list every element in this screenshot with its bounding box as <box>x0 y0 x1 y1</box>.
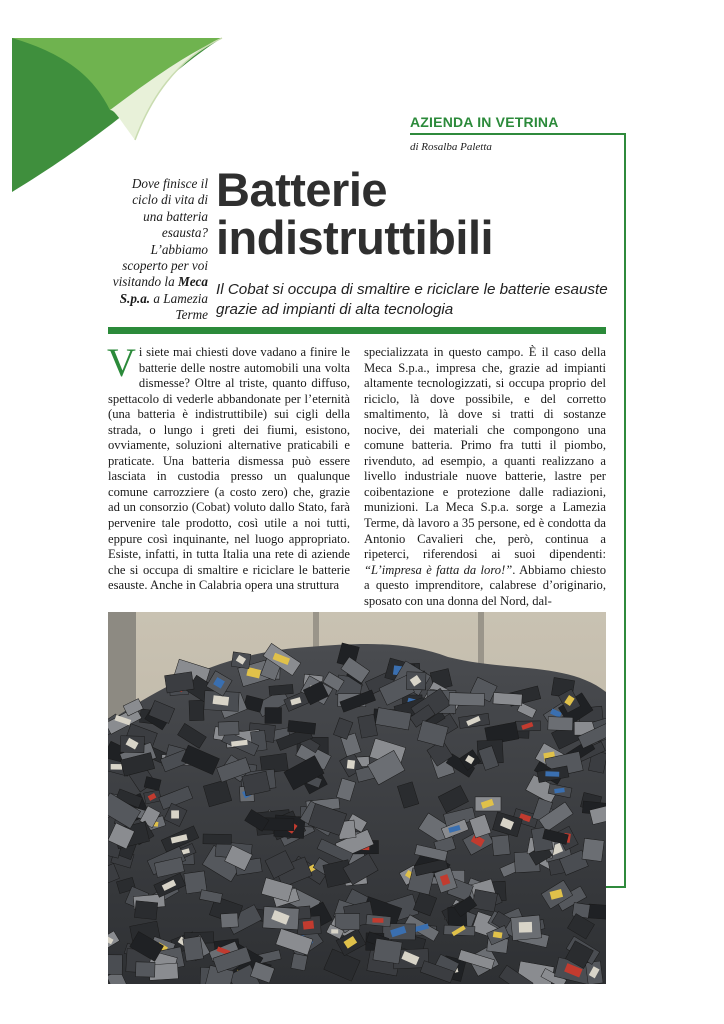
battery-shape <box>548 717 573 731</box>
battery-shape <box>265 708 282 724</box>
headline <box>216 163 616 264</box>
battery-shape <box>582 838 604 861</box>
battery-shape <box>218 721 239 735</box>
page-curl-decoration <box>0 0 230 200</box>
frame-top-line <box>410 133 626 135</box>
column-1-text: i siete mai chiesti dove vadano a finire le batterie delle nostre automobili una volta dismesse? Oltre al triste, quanto diffuso, spettacolo di vederle abbandonate per l’eternità (una batteria è indistruttibile) sui cigli della strada, o lungo i greti dei fiumi, esistono, ovviamente, soluzioni alternative praticabili e praticate. Una batteria dismessa può essere lasciata in custodia presso un qualunque comune carrozziere (a costo zero) che, grazie ad un consorzio (Cobat) voluto dallo Stato, farà pervenire tale prodotto, così utile a noi tutti, eppure così inquinante, nel luogo appropriato. Esiste, infatti, in tutta Italia una rete di aziende che si occupa di smaltire e riciclare le batterie esauste. Anche in Calabria opera una struttura <box>108 345 350 593</box>
battery-label-shape <box>545 771 559 777</box>
battery-label-shape <box>372 918 383 923</box>
battery-shape <box>136 962 155 977</box>
battery-label-shape <box>111 764 122 770</box>
subtitle: Il Cobat si occupa di smaltire e riciclare le batterie esauste grazie ad impianti di alta tecnologia <box>216 281 608 318</box>
drop-cap: V <box>107 340 136 385</box>
battery-label-shape <box>303 920 314 929</box>
battery-shape <box>183 936 204 961</box>
battery-shape <box>269 684 293 695</box>
intro-company: Meca S.p.a. <box>119 274 208 306</box>
battery-shape <box>373 938 402 964</box>
battery-shape <box>449 693 485 706</box>
battery-shape <box>108 955 122 975</box>
section-title: AZIENDA IN VETRINA <box>410 114 559 130</box>
battery-label-shape <box>347 760 355 769</box>
headline-line-1: Batterie <box>216 163 388 216</box>
frame-right-line <box>624 133 626 888</box>
battery-shape <box>493 693 522 706</box>
intro-text-after: a Lamezia Terme <box>150 290 208 323</box>
green-divider <box>108 327 606 334</box>
intro-text <box>110 176 208 324</box>
battery-shape <box>358 714 378 738</box>
battery-shape <box>203 834 232 844</box>
byline: di Rosalba Paletta <box>410 141 492 153</box>
battery-shape <box>588 904 606 919</box>
battery-label-shape <box>171 810 179 818</box>
battery-label-shape <box>331 929 338 933</box>
battery-shape <box>335 914 360 930</box>
column-2-quote: “L’impresa è fatta da loro!” <box>364 562 513 577</box>
battery-shape <box>291 953 308 970</box>
column-2-text-before: specializzata in questo campo. È il caso della Meca S.p.a., impresa che, grazie ad impianti altamente tecnologizzati, si occupa proprio del riciclo, là dove possibile, e del corretto smaltimento, là dove si tratti di sostanze nocive, dei materiali che compongono una comune batteria. Primo fra tutti il piombo, rivenduto, ad esempio, a quanti realizzano a livello industriale nuove batterie, lastre per coibentazione e protezione dalle radiazioni, munizioni. La Meca S.p.a. sorge a Lamezia Terme, dà lavoro a 35 persone, ed è condotta da Antonio Cavalieri che, però, continua a ripeterci, riferendosi ai suoi dipendenti: <box>364 345 606 562</box>
article-column-1 <box>107 340 350 594</box>
intro-text-before: Dove finisce il ciclo di vita di una batteria esausta? L’abbiamo scoperto per voi visitando la <box>112 176 208 290</box>
column-2-text-after: . Abbiamo chiesto a questo imprenditore, calabrese d’originario, sposato con una donna del Nord, dal- <box>364 562 606 608</box>
battery-shape <box>492 835 511 856</box>
battery-shape <box>165 672 194 693</box>
battery-label-shape <box>519 922 532 933</box>
article-column-2 <box>364 345 606 609</box>
headline-line-2: indistruttibili <box>216 211 494 264</box>
frame-bottom-line <box>606 886 626 888</box>
battery-shape <box>472 889 498 911</box>
battery-shape <box>189 700 204 721</box>
battery-pile-photo <box>108 612 606 984</box>
battery-shape <box>134 901 157 920</box>
battery-shape <box>221 913 239 928</box>
